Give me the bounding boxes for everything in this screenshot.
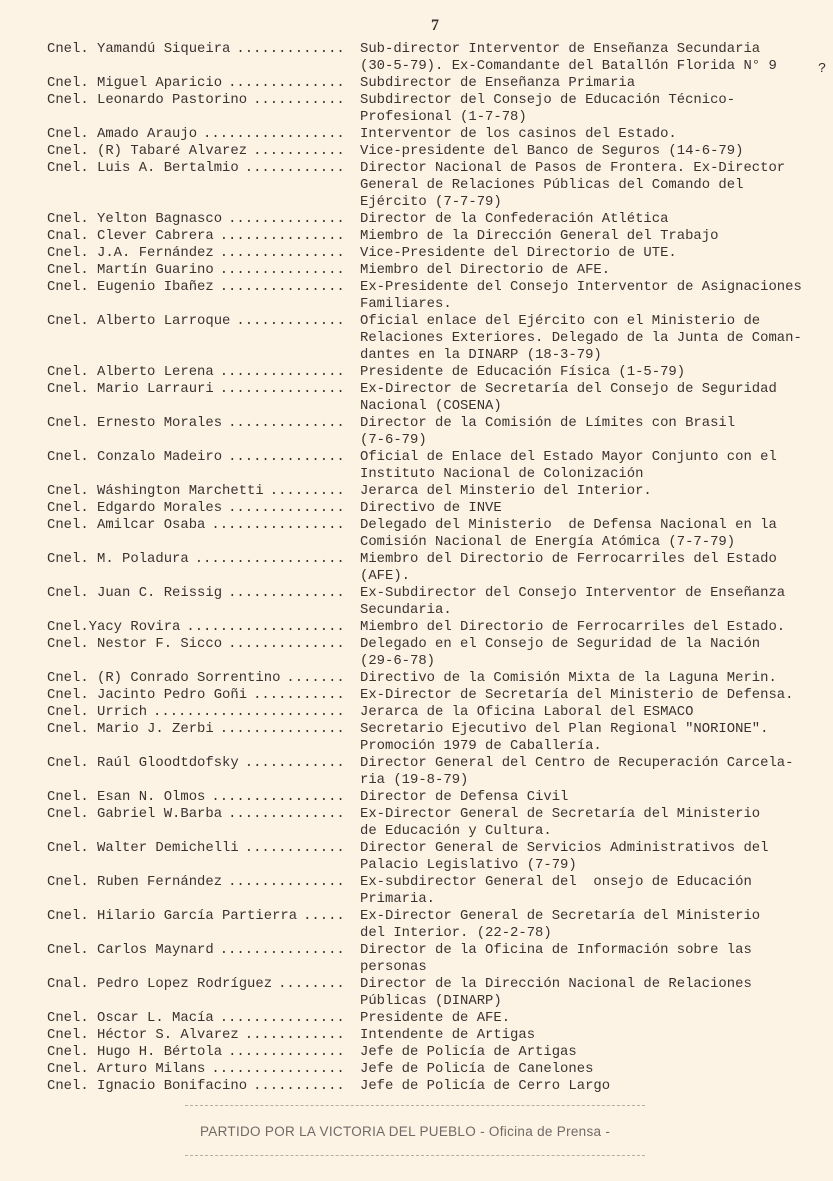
list-item bbox=[47, 262, 833, 279]
officer-name: Cnel. Alberto Lerena bbox=[47, 364, 214, 380]
dot-leader bbox=[264, 483, 348, 500]
list-item bbox=[47, 143, 833, 160]
page-number: 7 bbox=[431, 17, 439, 34]
dot-leader bbox=[222, 806, 348, 840]
description-line: Ex-Subdirector del Consejo Interventor de Enseñanza bbox=[360, 585, 786, 601]
dot-leader bbox=[147, 704, 348, 721]
list-item bbox=[47, 381, 833, 415]
position-description bbox=[360, 160, 833, 211]
description-line: Director de la Comisión de Límites con Brasil bbox=[360, 415, 736, 431]
position-description bbox=[360, 364, 833, 381]
description-line: Miembro del Directorio de Ferrocarriles del Estado. bbox=[360, 619, 786, 635]
dot-leader bbox=[214, 1010, 348, 1027]
officer-name-cell bbox=[47, 415, 360, 449]
description-line: Miembro del Directorio de Ferrocarriles del Estado bbox=[360, 551, 777, 567]
description-line: dantes en la DINARP (18-3-79) bbox=[360, 347, 602, 363]
description-line: Ex-Director de Secretaría del Consejo de Seguridad bbox=[360, 381, 777, 397]
position-description bbox=[360, 721, 833, 755]
officer-name: Cnel.Yacy Rovira bbox=[47, 619, 181, 635]
description-line: Secundaria. bbox=[360, 602, 452, 618]
officer-name-cell bbox=[47, 1044, 360, 1061]
officer-name-cell bbox=[47, 619, 360, 636]
officer-name: Cnel. Amado Araujo bbox=[47, 126, 198, 142]
officer-name: Cnel. Edgardo Morales bbox=[47, 500, 223, 516]
officer-name: Cnel. (R) Conrado Sorrentino bbox=[47, 670, 281, 686]
officer-name: Cnel. M. Poladura bbox=[47, 551, 189, 567]
dot-leader bbox=[214, 228, 348, 245]
dot-leader bbox=[222, 500, 348, 517]
officer-name-cell bbox=[47, 874, 360, 908]
list-item bbox=[47, 942, 833, 976]
dot-leader bbox=[239, 840, 348, 874]
officer-name: Cnel. Conzalo Madeiro bbox=[47, 449, 223, 465]
officer-name-cell bbox=[47, 75, 360, 92]
description-line: Profesional (1-7-78) bbox=[360, 109, 527, 125]
description-line: Oficial de Enlace del Estado Mayor Conjunto con el bbox=[360, 449, 777, 465]
officer-name: Cnel. Yelton Bagnasco bbox=[47, 211, 223, 227]
description-line: Comisión Nacional de Energía Atómica (7-7-79) bbox=[360, 534, 736, 550]
officer-name-cell bbox=[47, 721, 360, 755]
description-line: Director General del Centro de Recuperación Carcela- bbox=[360, 755, 794, 771]
description-line: Ex-Director General de Secretaría del Ministerio bbox=[360, 806, 761, 822]
description-line: Primaria. bbox=[360, 891, 436, 907]
position-description bbox=[360, 415, 833, 449]
dot-leader bbox=[214, 942, 348, 976]
officer-name-cell bbox=[47, 1027, 360, 1044]
officer-name-cell bbox=[47, 211, 360, 228]
officer-name: Cnel. Mario J. Zerbi bbox=[47, 721, 214, 737]
dot-leader bbox=[214, 245, 348, 262]
list-item bbox=[47, 840, 833, 874]
position-description bbox=[360, 585, 833, 619]
officer-name: Cnel. Hugo H. Bértola bbox=[47, 1044, 223, 1060]
description-line: Director de la Confederación Atlética bbox=[360, 211, 669, 227]
dot-leader bbox=[214, 364, 348, 381]
officer-name-cell bbox=[47, 228, 360, 245]
officer-name: Cnel. Luis A. Bertalmio bbox=[47, 160, 239, 176]
list-item bbox=[47, 670, 833, 687]
description-line: Presidente de Educación Física (1-5-79) bbox=[360, 364, 686, 380]
officer-name-cell bbox=[47, 245, 360, 262]
list-item bbox=[47, 704, 833, 721]
officer-name-cell bbox=[47, 1061, 360, 1078]
position-description bbox=[360, 704, 833, 721]
list-item bbox=[47, 483, 833, 500]
list-item bbox=[47, 789, 833, 806]
description-line: Ex-Presidente del Consejo Interventor de Asignaciones bbox=[360, 279, 802, 295]
position-description bbox=[360, 806, 833, 840]
description-line: personas bbox=[360, 959, 427, 975]
officer-name-cell bbox=[47, 687, 360, 704]
position-description bbox=[360, 449, 833, 483]
officer-name: Cnel. Mario Larrauri bbox=[47, 381, 214, 397]
officer-name: Cnel. Yamandú Siqueira bbox=[47, 41, 231, 57]
list-item bbox=[47, 908, 833, 942]
description-line: (30-5-79). Ex-Comandante del Batallón Florida N° 9 bbox=[360, 58, 777, 74]
list-item bbox=[47, 976, 833, 1010]
description-line: Vice-presidente del Banco de Seguros (14-6-79) bbox=[360, 143, 744, 159]
officer-name-cell bbox=[47, 755, 360, 789]
position-description bbox=[360, 92, 833, 126]
description-line: Miembro de la Dirección General del Trabajo bbox=[360, 228, 719, 244]
list-item bbox=[47, 41, 833, 75]
position-description bbox=[360, 211, 833, 228]
dot-leader bbox=[205, 517, 348, 551]
dot-leader bbox=[214, 279, 348, 313]
position-description bbox=[360, 483, 833, 500]
officer-name: Cnel. Ignacio Bonifacino bbox=[47, 1078, 248, 1094]
description-line: Jefe de Policía de Canelones bbox=[360, 1061, 594, 1077]
officer-name-cell bbox=[47, 500, 360, 517]
dot-leader bbox=[297, 908, 348, 942]
description-line: Director General de Servicios Administrativos del bbox=[360, 840, 769, 856]
officer-name-cell bbox=[47, 143, 360, 160]
officer-name: Cnel. Alberto Larroque bbox=[47, 313, 231, 329]
description-line: Vice-Presidente del Directorio de UTE. bbox=[360, 245, 677, 261]
position-description bbox=[360, 874, 833, 908]
dot-leader bbox=[272, 976, 348, 1010]
list-item bbox=[47, 755, 833, 789]
description-line: Nacional (COSENA) bbox=[360, 398, 502, 414]
officer-name: Cnel. Héctor S. Alvarez bbox=[47, 1027, 239, 1043]
description-line: Ejército (7-7-79) bbox=[360, 194, 502, 210]
officer-name-cell bbox=[47, 449, 360, 483]
description-line: Jerarca de la Oficina Laboral del ESMACO bbox=[360, 704, 694, 720]
dot-leader bbox=[247, 687, 348, 704]
list-item bbox=[47, 619, 833, 636]
list-item bbox=[47, 551, 833, 585]
officer-name-cell bbox=[47, 1010, 360, 1027]
officer-name-cell bbox=[47, 942, 360, 976]
dot-leader bbox=[222, 874, 348, 908]
dot-leader bbox=[222, 585, 348, 619]
list-item bbox=[47, 279, 833, 313]
list-item bbox=[47, 126, 833, 143]
description-line: Miembro del Directorio de AFE. bbox=[360, 262, 611, 278]
dot-leader bbox=[222, 449, 348, 483]
description-line: Directivo de INVE bbox=[360, 500, 502, 516]
officer-name-cell bbox=[47, 92, 360, 126]
officer-name: Cnel. Raúl Gloodtdofsky bbox=[47, 755, 239, 771]
officer-name-cell bbox=[47, 976, 360, 1010]
description-line: Intendente de Artigas bbox=[360, 1027, 536, 1043]
dot-leader bbox=[222, 211, 348, 228]
list-item bbox=[47, 415, 833, 449]
list-item bbox=[47, 228, 833, 245]
list-item bbox=[47, 585, 833, 619]
description-line: Instituto Nacional de Colonización bbox=[360, 466, 644, 482]
officer-name: Cnel. Wáshington Marchetti bbox=[47, 483, 264, 499]
dot-leader bbox=[222, 75, 348, 92]
list-item bbox=[47, 211, 833, 228]
officer-name-cell bbox=[47, 160, 360, 211]
description-line: Ex-Director General de Secretaría del Ministerio bbox=[360, 908, 761, 924]
description-line: Promoción 1979 de Caballería. bbox=[360, 738, 602, 754]
position-description bbox=[360, 1044, 833, 1061]
position-description bbox=[360, 636, 833, 670]
description-line: Director de la Dirección Nacional de Relaciones bbox=[360, 976, 752, 992]
description-line: Ex-Director de Secretaría del Ministerio de Defensa. bbox=[360, 687, 794, 703]
list-item bbox=[47, 636, 833, 670]
position-description bbox=[360, 279, 833, 313]
position-description bbox=[360, 500, 833, 517]
description-line: Subdirector de Enseñanza Primaria bbox=[360, 75, 636, 91]
description-line: del Interior. (22-2-78) bbox=[360, 925, 552, 941]
officer-name: Cnel. Juan C. Reissig bbox=[47, 585, 223, 601]
position-description bbox=[360, 126, 833, 143]
dot-leader bbox=[222, 415, 348, 449]
list-item bbox=[47, 687, 833, 704]
officer-name: Cnel. Leonardo Pastorino bbox=[47, 92, 248, 108]
position-description bbox=[360, 942, 833, 976]
description-line: Delegado en el Consejo de Seguridad de la Nación bbox=[360, 636, 761, 652]
description-line: Directivo de la Comisión Mixta de la Laguna Merin. bbox=[360, 670, 777, 686]
dot-leader bbox=[205, 789, 348, 806]
officer-name: Cnel. Carlos Maynard bbox=[47, 942, 214, 958]
list-item bbox=[47, 313, 833, 364]
dot-leader bbox=[205, 1061, 348, 1078]
position-description bbox=[360, 687, 833, 704]
officer-name-cell bbox=[47, 806, 360, 840]
list-item bbox=[47, 1010, 833, 1027]
officer-name-cell bbox=[47, 517, 360, 551]
officer-name: Cnel. Oscar L. Macía bbox=[47, 1010, 214, 1026]
officer-name: Cnel. Miguel Aparicio bbox=[47, 75, 223, 91]
officer-name-cell bbox=[47, 381, 360, 415]
position-description bbox=[360, 1078, 833, 1095]
officer-name: Cnel. Walter Demichelli bbox=[47, 840, 239, 856]
position-description bbox=[360, 517, 833, 551]
description-line: Jerarca del Minsterio del Interior. bbox=[360, 483, 652, 499]
position-description bbox=[360, 41, 833, 75]
description-line: Presidente de AFE. bbox=[360, 1010, 511, 1026]
description-line: (AFE). bbox=[360, 568, 411, 584]
position-description bbox=[360, 75, 833, 92]
officer-name-cell bbox=[47, 551, 360, 585]
officer-name-cell bbox=[47, 279, 360, 313]
description-line: Interventor de los casinos del Estado. bbox=[360, 126, 677, 142]
dot-leader bbox=[247, 1078, 348, 1095]
officer-name-cell bbox=[47, 585, 360, 619]
officer-name-cell bbox=[47, 636, 360, 670]
position-description bbox=[360, 789, 833, 806]
officer-name: Cnel. (R) Tabaré Alvarez bbox=[47, 143, 248, 159]
officer-name: Cnel. J.A. Fernández bbox=[47, 245, 214, 261]
officer-name: Cnel. Eugenio Ibañez bbox=[47, 279, 214, 295]
position-description bbox=[360, 1027, 833, 1044]
list-item bbox=[47, 1044, 833, 1061]
officer-name: Cnel. Urrich bbox=[47, 704, 148, 720]
officer-name: Cnal. Clever Cabrera bbox=[47, 228, 214, 244]
list-item bbox=[47, 75, 833, 92]
list-item bbox=[47, 245, 833, 262]
list-item bbox=[47, 500, 833, 517]
officer-name: Cnel. Arturo Milans bbox=[47, 1061, 206, 1077]
dot-leader bbox=[214, 262, 348, 279]
position-description bbox=[360, 245, 833, 262]
dot-leader bbox=[239, 755, 348, 789]
position-description bbox=[360, 670, 833, 687]
dot-leader bbox=[230, 313, 348, 364]
officer-name-cell bbox=[47, 126, 360, 143]
officer-name-cell bbox=[47, 670, 360, 687]
dot-leader bbox=[180, 619, 348, 636]
dot-leader bbox=[189, 551, 348, 585]
description-line: (29-6-78) bbox=[360, 653, 436, 669]
list-item bbox=[47, 517, 833, 551]
officer-name-cell bbox=[47, 789, 360, 806]
description-line: de Educación y Cultura. bbox=[360, 823, 552, 839]
position-description bbox=[360, 143, 833, 160]
position-description bbox=[360, 1061, 833, 1078]
officer-name: Cnal. Pedro Lopez Rodríguez bbox=[47, 976, 273, 992]
description-line: Secretario Ejecutivo del Plan Regional "NORIONE". bbox=[360, 721, 769, 737]
description-line: ria (19-8-79) bbox=[360, 772, 469, 788]
dot-leader bbox=[239, 160, 348, 211]
officer-name-cell bbox=[47, 41, 360, 75]
officer-name-cell bbox=[47, 262, 360, 279]
position-description bbox=[360, 262, 833, 279]
list-item bbox=[47, 1078, 833, 1095]
officer-name: Cnel. Ruben Fernández bbox=[47, 874, 223, 890]
position-description bbox=[360, 976, 833, 1010]
position-description bbox=[360, 840, 833, 874]
description-line: Jefe de Policía de Cerro Largo bbox=[360, 1078, 611, 1094]
list-item bbox=[47, 1061, 833, 1078]
description-line: Palacio Legislativo (7-79) bbox=[360, 857, 577, 873]
list-item bbox=[47, 449, 833, 483]
footer-rule-top bbox=[185, 1105, 645, 1106]
position-description bbox=[360, 551, 833, 585]
description-line: Director de Defensa Civil bbox=[360, 789, 569, 805]
footer-stamp: PARTIDO POR LA VICTORIA DEL PUEBLO - Oficina de Prensa - bbox=[200, 1124, 611, 1139]
description-line: Públicas (DINARP) bbox=[360, 993, 502, 1009]
dot-leader bbox=[197, 126, 348, 143]
position-description bbox=[360, 755, 833, 789]
dot-leader bbox=[280, 670, 348, 687]
description-line: General de Relaciones Públicas del Comando del bbox=[360, 177, 744, 193]
officer-list bbox=[47, 41, 833, 1095]
officer-name: Cnel. Gabriel W.Barba bbox=[47, 806, 223, 822]
position-description bbox=[360, 908, 833, 942]
list-item bbox=[47, 874, 833, 908]
officer-name-cell bbox=[47, 908, 360, 942]
position-description bbox=[360, 313, 833, 364]
list-item bbox=[47, 721, 833, 755]
description-line: Relaciones Exteriores. Delegado de la Junta de Coman- bbox=[360, 330, 802, 346]
list-item bbox=[47, 92, 833, 126]
officer-name: Cnel. Esan N. Olmos bbox=[47, 789, 206, 805]
officer-name-cell bbox=[47, 704, 360, 721]
description-line: Delegado del Ministerio de Defensa Nacional en la bbox=[360, 517, 777, 533]
dot-leader bbox=[222, 636, 348, 670]
officer-name: Cnel. Jacinto Pedro Goñi bbox=[47, 687, 248, 703]
officer-name: Cnel. Nestor F. Sicco bbox=[47, 636, 223, 652]
description-line: (7-6-79) bbox=[360, 432, 427, 448]
footer-rule-bottom bbox=[185, 1155, 645, 1156]
officer-name-cell bbox=[47, 483, 360, 500]
officer-name-cell bbox=[47, 313, 360, 364]
position-description bbox=[360, 1010, 833, 1027]
dot-leader bbox=[214, 721, 348, 755]
dot-leader bbox=[222, 1044, 348, 1061]
list-item bbox=[47, 160, 833, 211]
officer-name: Cnel. Martín Guarino bbox=[47, 262, 214, 278]
dot-leader bbox=[214, 381, 348, 415]
list-item bbox=[47, 806, 833, 840]
description-line: Oficial enlace del Ejército con el Ministerio de bbox=[360, 313, 761, 329]
position-description bbox=[360, 619, 833, 636]
dot-leader bbox=[247, 92, 348, 126]
dot-leader bbox=[239, 1027, 348, 1044]
margin-question-mark: ? bbox=[818, 61, 827, 77]
officer-name-cell bbox=[47, 1078, 360, 1095]
officer-name-cell bbox=[47, 840, 360, 874]
officer-name: Cnel. Ernesto Morales bbox=[47, 415, 223, 431]
position-description bbox=[360, 381, 833, 415]
description-line: Familiares. bbox=[360, 296, 452, 312]
description-line: Subdirector del Consejo de Educación Técnico- bbox=[360, 92, 736, 108]
dot-leader bbox=[230, 41, 348, 75]
officer-name: Cnel. Amilcar Osaba bbox=[47, 517, 206, 533]
description-line: Director de la Oficina de Información sobre las bbox=[360, 942, 752, 958]
list-item bbox=[47, 364, 833, 381]
list-item bbox=[47, 1027, 833, 1044]
position-description bbox=[360, 228, 833, 245]
description-line: Director Nacional de Pasos de Frontera. Ex-Director bbox=[360, 160, 786, 176]
officer-name: Cnel. Hilario García Partierra bbox=[47, 908, 298, 924]
description-line: Ex-subdirector General del onsejo de Educación bbox=[360, 874, 752, 890]
description-line: Sub-director Interventor de Enseñanza Secundaria bbox=[360, 41, 761, 57]
officer-name-cell bbox=[47, 364, 360, 381]
description-line: Jefe de Policía de Artigas bbox=[360, 1044, 577, 1060]
dot-leader bbox=[247, 143, 348, 160]
